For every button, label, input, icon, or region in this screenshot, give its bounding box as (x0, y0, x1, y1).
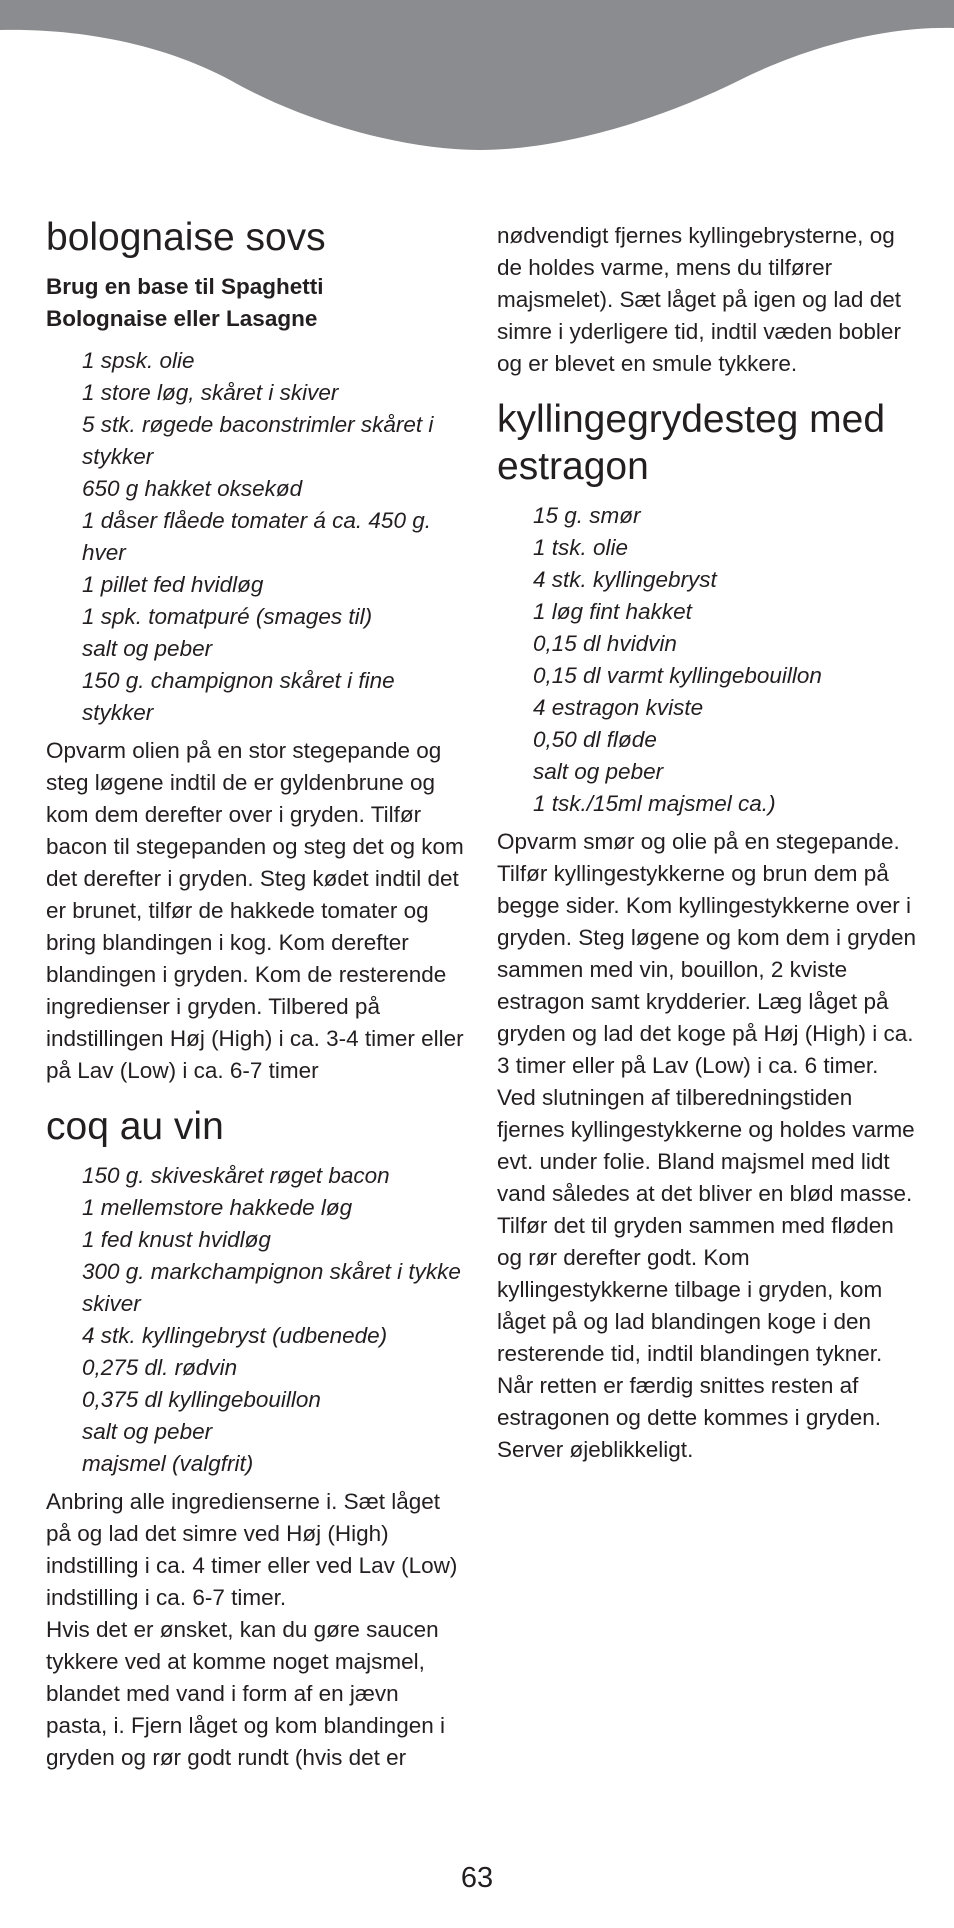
recipe-method: Opvarm olien på en stor stegepande og steg løgene indtil de er gyldenbrune og kom dem derefter over i gryden. Tilfør bacon til stegepanden og steg det og kom det derefter i gryden. Steg kødet indtil det er brunet, tilfør de hakkede tomater og bring blandingen i kog. Kom derefter blandingen i gryden. Kom de resterende ingredienser i gryden. Tilbered på indstillingen Høj (High) i ca. 3-4 timer eller på Lav (Low) i ca. 6-7 timer (46, 738, 464, 1083)
ingredient-item: 1 spsk. olie (82, 348, 195, 373)
ingredient-item: 1 store løg, skåret i skiver (82, 380, 339, 405)
subtitle-line: Bolognaise eller Lasagne (46, 306, 318, 331)
ingredient-item: 4 estragon kviste (533, 695, 704, 720)
ingredient-item: 300 g. markchampignon skåret i tykke skiver (82, 1259, 461, 1316)
ingredient-item: 4 stk. kyllingebryst (udbenede) (82, 1323, 388, 1348)
ingredient-item: 1 løg fint hakket (533, 599, 692, 624)
recipe-bolognaise (46, 214, 464, 1087)
recipe-title: kyllingegrydesteg med estragon (497, 398, 886, 488)
recipe-method: Opvarm smør og olie på en stegepande. Tilfør kyllingestykkerne og brun dem på begge sider. Kom kyllingestykkerne over i gryden. Steg løgene og kom dem i gryden sammen med vin, bouillon, 2 kviste estragon samt krydderier. Læg låget på gryden og lad det koge på Høj (High) i ca. 3 timer eller på Lav (Low) i ca. 6 timer. Ved slutningen af tilberedningstiden fjernes kyllingestykkerne og holdes varme evt. under folie. Bland majsmel med lidt vand således at det bliver en blød masse. Tilfør det til gryden sammen med fløden og rør derefter godt. Kom kyllingestykkerne tilbage i gryden, kom låget på og lad blandingen koge i den resterende tid, indtil blandingen tykner. Når retten er færdig snittes resten af estragonen og dette kommes i gryden. Server øjeblikkeligt. (497, 829, 916, 1462)
recipe-method: Anbring alle ingredienserne i. Sæt låget på og lad det simre ved Høj (High) indstilling i ca. 4 timer eller ved Lav (Low) indstilling i ca. 6-7 timer. (46, 1489, 458, 1610)
ingredient-item: 0,50 dl fløde (533, 727, 657, 752)
ingredient-item: 0,275 dl. rødvin (82, 1355, 238, 1380)
ingredient-item: salt og peber (82, 1419, 213, 1444)
page-number: 63 (460, 1862, 494, 1894)
ingredient-list (497, 500, 917, 820)
ingredient-list (46, 1160, 464, 1480)
recipe-coq-au-vin (46, 1103, 464, 1774)
ingredient-item: 650 g hakket oksekød (82, 476, 303, 501)
recipe-subtitle (46, 271, 464, 335)
ingredient-item: 0,15 dl hvidvin (533, 631, 677, 656)
recipe-title: coq au vin (46, 1105, 224, 1148)
ingredient-item: 5 stk. røgede baconstrimler skåret i stykker (82, 412, 434, 469)
ingredient-item: 1 tsk./15ml majsmel ca.) (533, 791, 776, 816)
left-column (46, 214, 464, 1774)
recipe-method: Hvis det er ønsket, kan du gøre saucen tykkere ved at komme noget majsmel, blandet med vand i form af en jævn pasta, i. Fjern låget og kom blandingen i gryden og rør godt rundt (hvis det er (46, 1617, 445, 1770)
recipe-title: bolognaise sovs (46, 216, 326, 259)
recipe-method-continued: nødvendigt fjernes kyllingebrysterne, og de holdes varme, mens du tilfører majsmelet). Sæt låget på igen og lad det simre i yderligere tid, indtil væden bobler og er blevet en smule tykkere. (497, 223, 901, 376)
ingredient-item: 1 pillet fed hvidløg (82, 572, 264, 597)
ingredient-item: 4 stk. kyllingebryst (533, 567, 717, 592)
ingredient-item: 0,375 dl kyllingebouillon (82, 1387, 321, 1412)
ingredient-item: 150 g. skiveskåret røget bacon (82, 1163, 390, 1188)
ingredient-item: 0,15 dl varmt kyllingebouillon (533, 663, 822, 688)
ingredient-item: salt og peber (82, 636, 213, 661)
ingredient-item: 1 spk. tomatpuré (smages til) (82, 604, 373, 629)
ingredient-item: 1 tsk. olie (533, 535, 629, 560)
ingredient-item: salt og peber (533, 759, 664, 784)
ingredient-item: 150 g. champignon skåret i fine stykker (82, 668, 395, 725)
subtitle-line: Brug en base til Spaghetti (46, 274, 324, 299)
right-column (497, 220, 917, 1466)
header-wave-decoration (0, 0, 954, 160)
ingredient-item: 15 g. smør (533, 503, 641, 528)
ingredient-list (46, 345, 464, 729)
ingredient-item: 1 fed knust hvidløg (82, 1227, 271, 1252)
recipe-kyllingegrydesteg (497, 396, 917, 1466)
ingredient-item: majsmel (valgfrit) (82, 1451, 254, 1476)
ingredient-item: 1 mellemstore hakkede løg (82, 1195, 353, 1220)
ingredient-item: 1 dåser flåede tomater á ca. 450 g. hver (82, 508, 431, 565)
